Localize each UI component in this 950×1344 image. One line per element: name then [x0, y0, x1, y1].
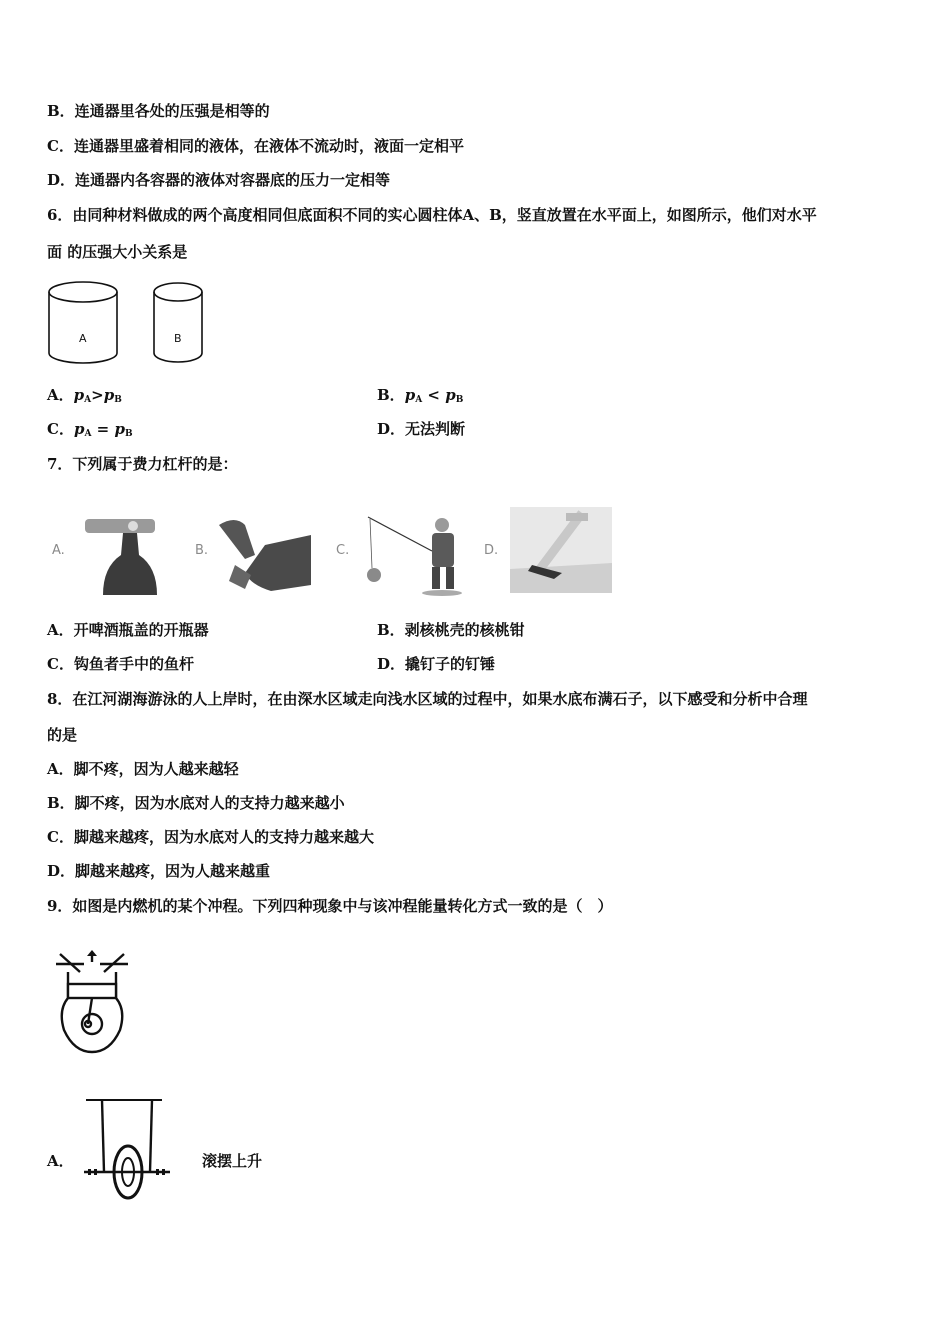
q7-option-c: C．钩鱼者手中的鱼杆	[47, 655, 194, 673]
q9-option-a-label: A．	[47, 1152, 74, 1170]
q5-option-c: C．连通器里盛着相同的液体，在液体不流动时，液面一定相平	[47, 137, 464, 155]
maxwell-pendulum-image	[82, 1096, 172, 1208]
q7-option-a: A．开啤酒瓶盖的开瓶器	[47, 621, 209, 639]
q5-option-b: B．连通器里各处的压强是相等的	[47, 102, 270, 120]
q9-stem: 9．如图是内燃机的某个冲程。下列四种现象中与该冲程能量转化方式一致的是（ ）	[47, 897, 613, 915]
levers-figure	[50, 505, 630, 600]
q7-option-d: D．撬钉子的钉锤	[377, 655, 496, 673]
lever-fig-a-label: A.	[52, 543, 65, 558]
q6-stem-line2: 面 的压强大小关系是	[47, 243, 188, 261]
cylinder-b-label: B	[174, 332, 182, 345]
lever-fig-b-label: B.	[195, 543, 209, 558]
lever-fig-c-label: C.	[336, 543, 350, 558]
q6-option-c: C．$p_A = p_B$	[47, 420, 133, 439]
q7-option-b: B．剥核桃壳的核桃钳	[377, 621, 525, 639]
cylinder-a-label: A	[79, 332, 87, 345]
q6-option-a: A．$p_A>p_B$	[47, 386, 122, 405]
q8-option-a: A．脚不疼，因为人越来越轻	[47, 760, 239, 778]
q9-option-a-text: 滚摆上升	[202, 1152, 263, 1170]
q8-stem-line2: 的是	[47, 726, 78, 744]
q6-option-d: D．无法判断	[377, 420, 466, 438]
q6-stem-line1: 6．由同种材料做成的两个高度相同但底面积不同的实心圆柱体A、B，竖直放置在水平面上，如图所示，他们对水平	[47, 206, 817, 224]
nutcracker-image	[215, 515, 313, 595]
q8-option-c: C．脚越来越疼，因为水底对人的支持力越来越大	[47, 828, 374, 846]
q5-option-d: D．连通器内各容器的液体对容器底的压力一定相等	[47, 171, 391, 189]
bottle-opener-image	[85, 515, 165, 595]
q8-option-d: D．脚越来越疼，因为人越来越重	[47, 862, 271, 880]
claw-hammer-image	[510, 507, 612, 593]
q6-option-b: B．$p_A < p_B$	[377, 386, 464, 405]
q8-option-b: B．脚不疼，因为水底对人的支持力越来越小	[47, 794, 345, 812]
q7-stem: 7．下列属于费力杠杆的是：	[47, 455, 238, 473]
fishing-rod-image	[360, 513, 470, 597]
cylinders-figure	[44, 278, 214, 374]
q8-stem-line1: 8．在江河湖海游泳的人上岸时，在由深水区域走向浅水区域的过程中，如果水底布满石子，以下感受和分析中合理	[47, 690, 808, 708]
engine-stroke-figure	[54, 950, 130, 1058]
lever-fig-d-label: D.	[484, 543, 499, 558]
